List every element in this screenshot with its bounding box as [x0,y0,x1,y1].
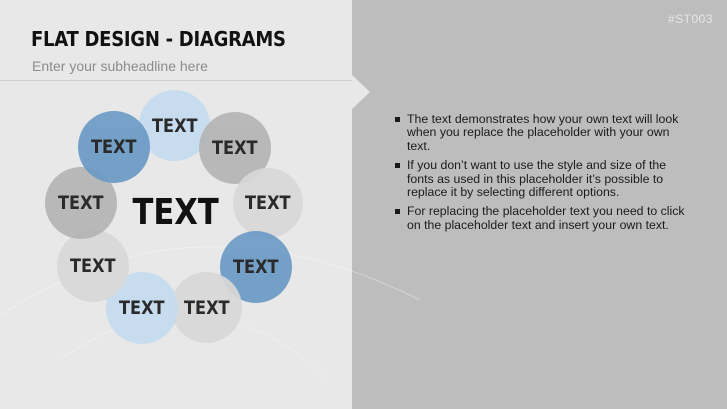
diagram-node-label: TEXT [212,137,258,159]
diagram-node [57,230,129,302]
diagram-node-label: TEXT [119,297,165,319]
diagram-node-label: TEXT [58,192,104,214]
diagram-node-label: TEXT [70,255,116,277]
bullet-list [394,113,694,238]
diagram-node-label: TEXT [183,296,230,319]
slide-code: #ST003 [667,12,713,26]
diagram-node-label: TEXT [233,256,279,278]
circle-diagram [0,0,352,409]
diagram-node [171,272,242,343]
diagram-center-label: TEXT [132,192,219,233]
diagram-node [233,168,303,238]
slide-title: FLAT DESIGN - DIAGRAMS [31,27,286,51]
diagram-node-label: TEXT [245,192,291,214]
diagram-node-label: TEXT [91,136,137,158]
bullet-item: If you don’t want to use the style and size of the fonts as used in this placeholder it’s possible to replace it by selecting different options. [394,159,694,199]
slide-subtitle: Enter your subheadline here [32,58,208,74]
bullet-item: For replacing the placeholder text you need to click on the placeholder text and insert your own text. [394,205,694,232]
diagram-node [78,111,150,183]
diagram-node-label: TEXT [151,114,198,137]
bullet-item: The text demonstrates how your own text will look when you replace the placeholder with your own text. [394,113,694,153]
